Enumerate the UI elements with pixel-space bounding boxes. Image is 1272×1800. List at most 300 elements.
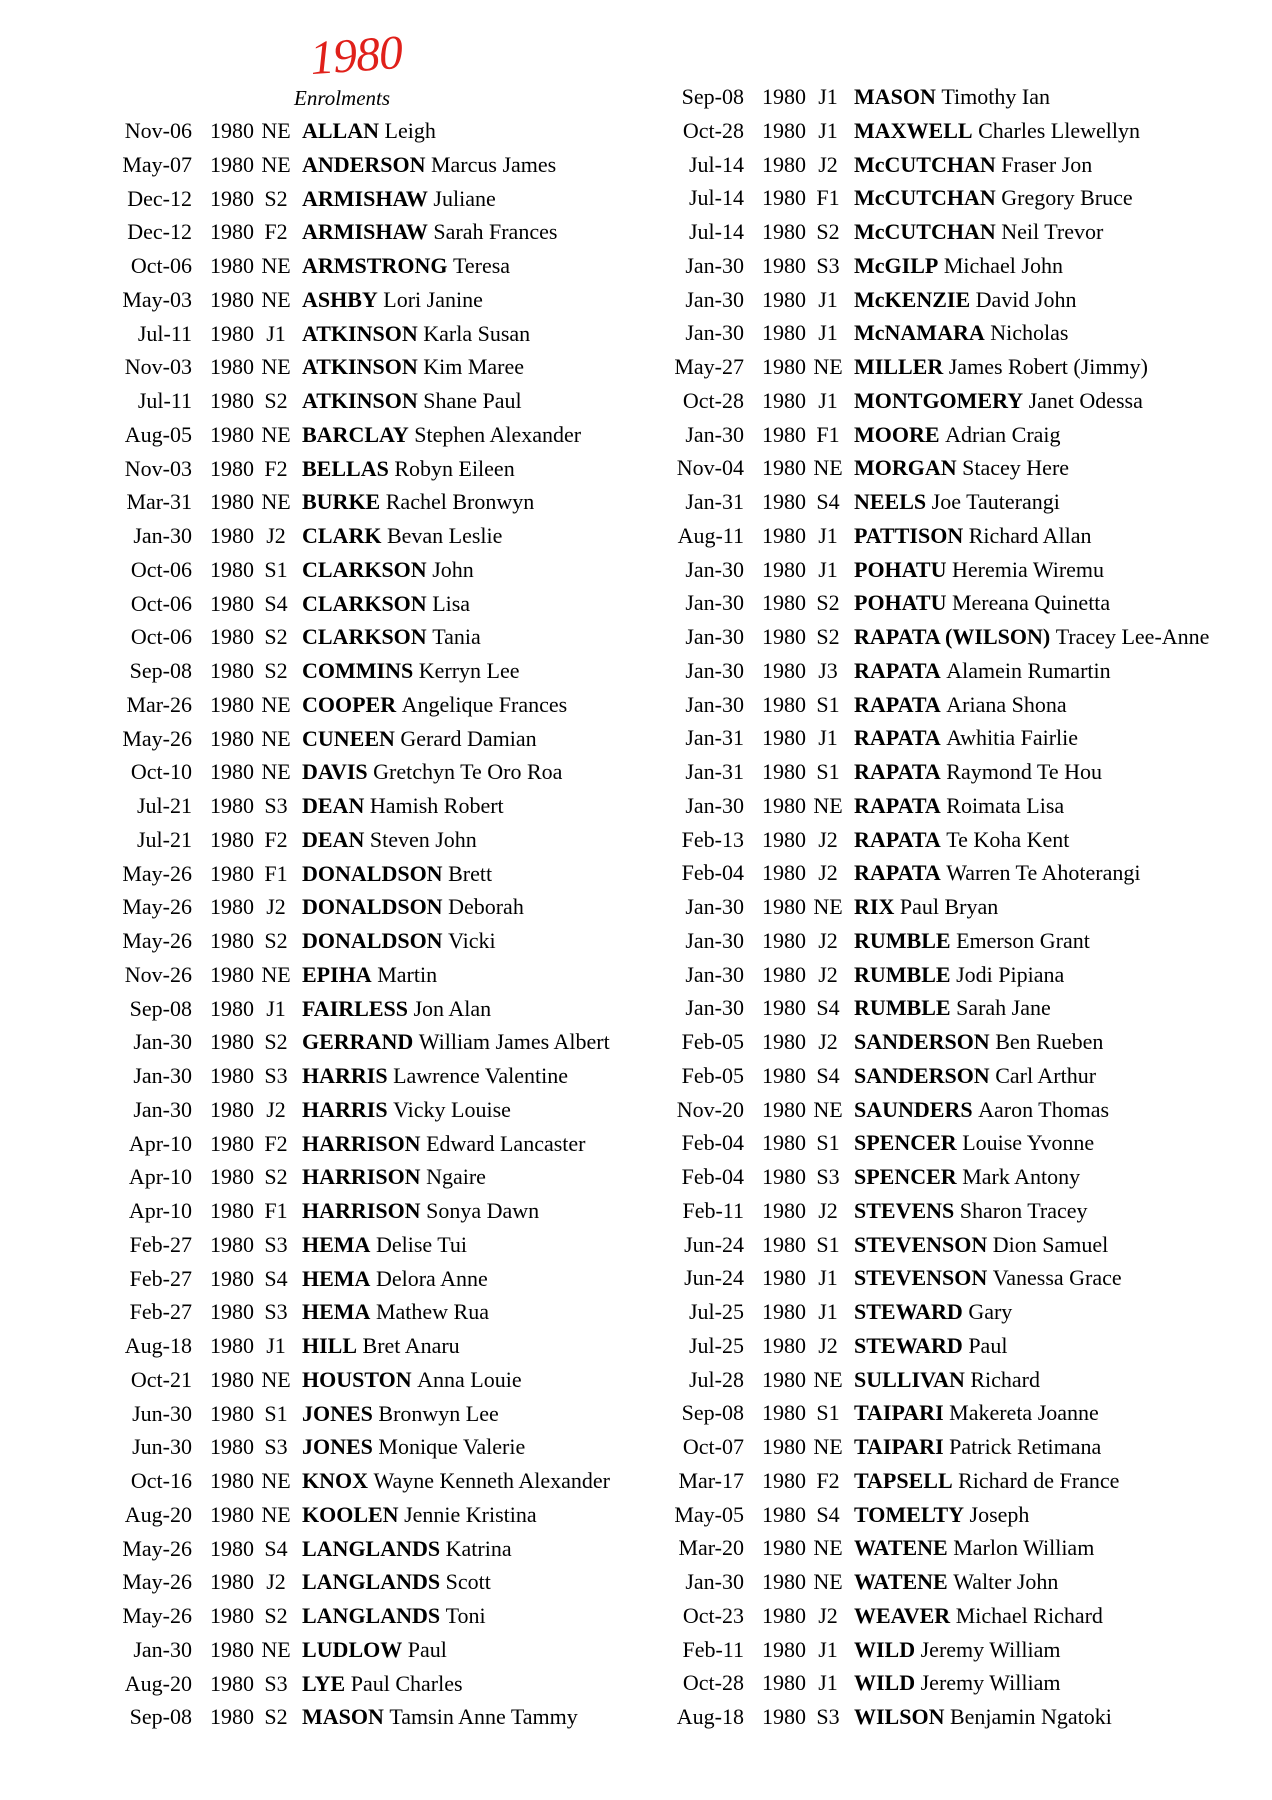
enrolment-class: NE <box>261 421 291 447</box>
enrolment-date: Jul-11 <box>137 320 192 346</box>
enrolment-row <box>110 253 610 287</box>
enrolment-row <box>110 1569 610 1603</box>
student-surname: DEAN <box>302 826 365 852</box>
student-surname: HEMA <box>302 1299 371 1325</box>
enrolment-year: 1980 <box>762 387 806 413</box>
enrolment-year: 1980 <box>210 928 254 953</box>
student-given-names: Makereta Joanne <box>949 1400 1099 1426</box>
enrolment-year: 1980 <box>210 1198 254 1223</box>
student-surname: BELLAS <box>302 455 389 481</box>
student-given-names: Anna Louie <box>417 1366 522 1392</box>
student-given-names: Carl Arthur <box>995 1062 1097 1088</box>
student-surname: LYE <box>302 1670 346 1696</box>
student-surname: DONALDSON <box>302 928 443 953</box>
enrolment-year: 1980 <box>210 1029 254 1055</box>
enrolment-date: Sep-08 <box>681 1400 744 1426</box>
student-given-names: Edward Lancaster <box>426 1130 586 1156</box>
student-given-names: Fraser Jon <box>1001 151 1093 177</box>
student-surname: ATKINSON <box>302 388 418 413</box>
enrolment-class: S3 <box>264 1299 288 1325</box>
student-surname: EPIHA <box>302 961 372 987</box>
enrolment-year: 1980 <box>762 1164 806 1189</box>
enrolment-date: Mar-26 <box>126 691 192 717</box>
enrolment-row <box>110 1603 610 1637</box>
student-surname: WILSON <box>854 1704 945 1729</box>
enrolment-date: Jan-30 <box>685 995 744 1021</box>
student-given-names: Sarah Jane <box>956 995 1051 1021</box>
enrolment-class: J1 <box>818 117 838 143</box>
enrolment-year: 1980 <box>210 860 254 886</box>
enrolment-row <box>110 962 610 996</box>
enrolment-row <box>662 1333 1209 1367</box>
enrolment-year: 1980 <box>762 725 806 751</box>
student-given-names: Richard <box>970 1366 1041 1392</box>
enrolment-class: J1 <box>818 320 838 346</box>
student-given-names: Mereana Quinetta <box>951 590 1111 616</box>
student-given-names: Timothy Ian <box>941 84 1050 109</box>
student-given-names: Vicky Louise <box>393 1096 511 1122</box>
enrolment-class: NE <box>813 894 843 919</box>
enrolment-row <box>110 1536 610 1570</box>
student-given-names: Lisa <box>432 590 471 616</box>
student-given-names: Jon Alan <box>413 995 492 1021</box>
student-given-names: Karla Susan <box>423 320 531 346</box>
enrolment-year: 1980 <box>762 1231 806 1257</box>
student-surname: PATTISON <box>854 522 964 548</box>
enrolment-row <box>662 1029 1209 1063</box>
enrolment-year: 1980 <box>762 1501 806 1527</box>
student-surname: CLARK <box>302 523 382 548</box>
enrolment-class: F2 <box>264 826 288 852</box>
student-given-names: Alamein Rumartin <box>946 657 1111 683</box>
student-given-names: Toni <box>445 1603 486 1628</box>
enrolment-date: Jun-30 <box>132 1434 192 1460</box>
student-surname: McCUTCHAN <box>854 151 996 177</box>
enrolment-year: 1980 <box>210 489 254 515</box>
student-given-names: Patrick Retimana <box>949 1434 1102 1459</box>
enrolment-date: Jan-30 <box>685 252 744 278</box>
enrolment-class: S2 <box>816 624 840 649</box>
enrolment-class: NE <box>261 759 291 785</box>
enrolment-date: Nov-03 <box>124 455 192 481</box>
enrolment-row <box>110 1434 610 1468</box>
student-given-names: Delise Tui <box>375 1231 468 1257</box>
enrolment-row <box>662 793 1209 827</box>
student-given-names: Kerryn Lee <box>418 658 520 683</box>
enrolment-row <box>662 1299 1209 1333</box>
enrolment-date: Jul-14 <box>689 219 744 244</box>
enrolment-date: Feb-05 <box>681 1029 744 1054</box>
student-surname: POHATU <box>854 590 947 616</box>
enrolment-row <box>110 321 610 355</box>
student-given-names: Emerson Grant <box>956 927 1090 953</box>
enrolment-date: May-26 <box>122 928 192 953</box>
student-surname: LANGLANDS <box>302 1603 441 1628</box>
student-surname: RUMBLE <box>854 995 951 1021</box>
student-surname: LANGLANDS <box>302 1535 441 1561</box>
enrolment-year: 1980 <box>210 624 254 650</box>
enrolment-year: 1980 <box>762 860 806 886</box>
enrolment-year: 1980 <box>762 995 806 1021</box>
enrolment-date: Feb-04 <box>681 1130 744 1156</box>
enrolment-row <box>662 658 1209 692</box>
enrolment-date: Feb-27 <box>129 1231 192 1257</box>
enrolment-row <box>662 422 1209 456</box>
enrolment-date: Aug-20 <box>124 1501 192 1527</box>
enrolment-row <box>662 523 1209 557</box>
student-given-names: Joe Tauterangi <box>931 489 1060 514</box>
enrolment-class: J1 <box>266 995 286 1021</box>
student-surname: MAXWELL <box>854 117 973 143</box>
student-surname: ARMSTRONG <box>302 253 448 278</box>
student-surname: BARCLAY <box>302 421 409 447</box>
enrolment-class: J1 <box>818 725 838 751</box>
enrolment-date: Jan-30 <box>133 523 192 548</box>
enrolment-year: 1980 <box>210 1130 254 1156</box>
student-given-names: Rachel Bronwyn <box>385 489 535 515</box>
student-surname: RUMBLE <box>854 961 951 987</box>
enrolment-row <box>662 1063 1209 1097</box>
enrolment-year: 1980 <box>762 624 806 649</box>
enrolment-row <box>110 1164 610 1198</box>
student-surname: RAPATA <box>854 826 941 852</box>
student-surname: HARRISON <box>302 1130 421 1156</box>
student-given-names: Leigh <box>384 118 436 143</box>
student-given-names: Bronwyn Lee <box>378 1400 499 1426</box>
student-surname: STEVENS <box>854 1197 955 1223</box>
enrolment-row <box>110 186 610 220</box>
enrolment-year: 1980 <box>762 455 806 481</box>
enrolment-class: S2 <box>264 624 288 650</box>
enrolment-class: S2 <box>264 1164 288 1190</box>
enrolment-class: S4 <box>816 1501 840 1527</box>
student-surname: SANDERSON <box>854 1062 990 1088</box>
enrolment-row <box>662 1569 1209 1603</box>
student-given-names: Brett <box>448 860 493 886</box>
enrolment-date: Sep-08 <box>129 658 192 683</box>
student-given-names: Roimata Lisa <box>946 792 1065 818</box>
student-surname: McNAMARA <box>854 320 985 346</box>
enrolment-class: S4 <box>264 1535 288 1561</box>
enrolment-row <box>662 827 1209 861</box>
enrolment-class: NE <box>261 151 291 177</box>
enrolment-class: J1 <box>818 1299 838 1324</box>
enrolment-class: NE <box>261 961 291 987</box>
student-given-names: Gerard Damian <box>400 725 537 751</box>
enrolment-year: 1980 <box>762 961 806 987</box>
student-surname: STEVENSON <box>854 1265 988 1291</box>
enrolment-year: 1980 <box>762 151 806 177</box>
enrolment-year: 1980 <box>210 1096 254 1122</box>
enrolment-class: S1 <box>816 1231 840 1257</box>
student-surname: HEMA <box>302 1231 371 1257</box>
student-given-names: Kim Maree <box>423 354 525 380</box>
enrolment-class: J1 <box>818 286 838 312</box>
enrolment-date: Jun-30 <box>132 1400 192 1426</box>
enrolment-date: Jan-30 <box>685 961 744 987</box>
student-surname: JONES <box>302 1434 373 1460</box>
enrolment-year: 1980 <box>210 253 254 278</box>
student-surname: McCUTCHAN <box>854 185 996 211</box>
student-given-names: Joseph <box>969 1501 1030 1527</box>
enrolment-row <box>662 320 1209 354</box>
enrolment-class: S1 <box>816 691 840 717</box>
enrolment-row <box>110 726 610 760</box>
enrolment-date: May-26 <box>122 860 192 886</box>
student-given-names: Juliane <box>433 185 496 211</box>
enrolment-list-left <box>110 118 610 1738</box>
enrolment-class: F2 <box>264 455 288 481</box>
enrolment-year: 1980 <box>210 455 254 481</box>
enrolment-year: 1980 <box>762 286 806 312</box>
enrolment-date: Jul-21 <box>137 826 192 852</box>
student-given-names: Neil Trevor <box>1001 219 1104 244</box>
student-surname: ARMISHAW <box>302 185 428 211</box>
enrolment-date: Jan-30 <box>685 556 744 582</box>
student-given-names: Marcus James <box>430 151 557 177</box>
enrolment-year: 1980 <box>210 1468 254 1493</box>
student-surname: STEVENSON <box>854 1231 988 1257</box>
student-given-names: Mathew Rua <box>375 1299 489 1325</box>
enrolment-year: 1980 <box>762 657 806 683</box>
enrolment-date: Oct-23 <box>682 1602 744 1628</box>
enrolment-row <box>110 1232 610 1266</box>
enrolment-class: NE <box>261 1468 291 1493</box>
enrolment-year: 1980 <box>210 658 254 683</box>
enrolment-row <box>110 996 610 1030</box>
enrolment-row <box>662 1130 1209 1164</box>
enrolment-class: F2 <box>264 219 288 245</box>
enrolment-date: Jan-30 <box>685 320 744 346</box>
enrolment-year: 1980 <box>762 556 806 582</box>
enrolment-year: 1980 <box>210 1265 254 1291</box>
enrolment-year: 1980 <box>762 489 806 514</box>
enrolment-date: Oct-28 <box>682 117 744 143</box>
enrolment-row <box>110 1637 610 1671</box>
student-surname: RAPATA <box>854 860 941 886</box>
enrolment-date: Mar-17 <box>678 1467 744 1493</box>
enrolment-year: 1980 <box>210 388 254 413</box>
student-surname: TAIPARI <box>854 1434 944 1459</box>
enrolment-date: Feb-04 <box>681 1164 744 1189</box>
enrolment-date: May-26 <box>122 725 192 751</box>
enrolment-year: 1980 <box>210 894 254 920</box>
enrolment-class: S2 <box>264 928 288 953</box>
enrolment-row <box>662 1468 1209 1502</box>
enrolment-year: 1980 <box>210 826 254 852</box>
student-surname: MASON <box>854 84 936 109</box>
enrolment-date: Jan-31 <box>685 759 744 784</box>
enrolment-row <box>110 152 610 186</box>
enrolment-class: S3 <box>264 1670 288 1696</box>
student-given-names: Vanessa Grace <box>992 1265 1122 1291</box>
enrolment-row <box>110 388 610 422</box>
enrolment-row <box>110 624 610 658</box>
enrolment-row <box>110 1502 610 1536</box>
enrolment-row <box>110 1266 610 1300</box>
student-surname: MILLER <box>854 354 944 379</box>
student-surname: RIX <box>854 894 895 919</box>
enrolment-row <box>662 1535 1209 1569</box>
student-surname: DAVIS <box>302 759 368 785</box>
enrolment-year: 1980 <box>762 1197 806 1223</box>
enrolment-row <box>110 1468 610 1502</box>
student-given-names: John <box>432 556 474 582</box>
enrolment-year: 1980 <box>762 826 806 852</box>
enrolment-class: NE <box>813 1366 843 1392</box>
enrolment-class: J1 <box>818 556 838 582</box>
student-given-names: Charles Llewellyn <box>978 117 1140 143</box>
enrolment-date: Oct-07 <box>682 1434 744 1459</box>
enrolment-row <box>662 455 1209 489</box>
enrolment-class: S2 <box>264 1029 288 1055</box>
student-given-names: Jennie Kristina <box>404 1501 537 1527</box>
enrolment-class: S2 <box>816 590 840 616</box>
enrolment-class: S2 <box>264 1603 288 1628</box>
enrolment-class: NE <box>261 286 291 312</box>
enrolment-row <box>662 1637 1209 1671</box>
enrolment-class: J2 <box>818 1029 838 1054</box>
enrolment-date: Jan-30 <box>685 657 744 683</box>
student-given-names: Louise Yvonne <box>962 1130 1095 1156</box>
enrolment-date: Aug-18 <box>124 1333 192 1358</box>
enrolment-date: Mar-31 <box>126 489 192 515</box>
enrolment-year: 1980 <box>762 1569 806 1594</box>
student-given-names: Gretchyn Te Oro Roa <box>373 759 563 785</box>
enrolment-year: 1980 <box>210 354 254 380</box>
enrolment-row <box>662 1704 1209 1738</box>
enrolment-date: Jan-30 <box>685 691 744 717</box>
enrolment-class: J2 <box>818 151 838 177</box>
enrolment-year: 1980 <box>762 1670 806 1696</box>
enrolment-row <box>110 1299 610 1333</box>
enrolment-row <box>662 725 1209 759</box>
enrolment-class: NE <box>261 489 291 515</box>
enrolment-class: S4 <box>816 489 840 514</box>
student-surname: HARRISON <box>302 1164 421 1190</box>
student-given-names: James Robert (Jimmy) <box>948 354 1148 379</box>
enrolment-year: 1980 <box>210 1063 254 1088</box>
student-surname: WILD <box>854 1670 916 1696</box>
enrolment-class: NE <box>813 1569 843 1594</box>
enrolment-year: 1980 <box>762 1366 806 1392</box>
enrolment-row <box>110 219 610 253</box>
student-surname: NEELS <box>854 489 927 514</box>
student-given-names: Katrina <box>445 1535 512 1561</box>
enrolment-date: Jan-30 <box>685 894 744 919</box>
enrolment-row <box>110 354 610 388</box>
enrolment-date: Oct-10 <box>130 759 192 785</box>
student-surname: KNOX <box>302 1468 368 1493</box>
enrolment-date: Jul-28 <box>689 1366 744 1392</box>
student-given-names: Janet Odessa <box>1028 387 1143 413</box>
enrolment-date: Jul-14 <box>689 185 744 211</box>
student-surname: MONTGOMERY <box>854 387 1024 413</box>
enrolment-class: NE <box>813 455 843 481</box>
student-given-names: Ngaire <box>426 1164 486 1190</box>
enrolment-date: Oct-06 <box>130 556 192 582</box>
student-given-names: Scott <box>445 1569 491 1595</box>
enrolment-row <box>110 894 610 928</box>
student-surname: HEMA <box>302 1265 371 1291</box>
enrolment-row <box>662 388 1209 422</box>
enrolment-year: 1980 <box>762 1332 806 1358</box>
enrolment-year: 1980 <box>762 117 806 143</box>
student-given-names: Steven John <box>369 826 477 852</box>
enrolment-year: 1980 <box>762 219 806 244</box>
enrolment-row <box>110 928 610 962</box>
enrolment-year: 1980 <box>210 1670 254 1696</box>
student-given-names: Robyn Eileen <box>394 455 515 481</box>
enrolment-row <box>662 287 1209 321</box>
enrolment-class: J2 <box>266 894 286 920</box>
enrolment-year: 1980 <box>210 759 254 785</box>
student-given-names: Jodi Pipiana <box>956 961 1065 987</box>
enrolment-date: Jan-30 <box>685 927 744 953</box>
enrolment-year: 1980 <box>762 1400 806 1426</box>
enrolment-row <box>110 456 610 490</box>
student-surname: RAPATA <box>854 792 941 818</box>
enrolment-year: 1980 <box>210 1535 254 1561</box>
enrolment-row <box>662 1400 1209 1434</box>
student-surname: ASHBY <box>302 286 378 312</box>
enrolment-row <box>110 1198 610 1232</box>
enrolment-year: 1980 <box>762 354 806 379</box>
enrolment-class: F2 <box>816 1467 840 1493</box>
enrolment-class: NE <box>261 1366 291 1392</box>
student-given-names: Paul <box>968 1332 1008 1358</box>
student-given-names: Marlon William <box>953 1535 1095 1561</box>
enrolment-class: S1 <box>264 1400 288 1426</box>
enrolment-row <box>110 1029 610 1063</box>
student-given-names: Lawrence Valentine <box>393 1063 568 1088</box>
page-subtitle: Enrolments <box>294 86 391 110</box>
student-given-names: Stephen Alexander <box>414 421 582 447</box>
enrolment-row <box>662 253 1209 287</box>
student-given-names: Bevan Leslie <box>386 523 503 548</box>
student-surname: WATENE <box>854 1535 948 1561</box>
enrolment-year: 1980 <box>210 961 254 987</box>
student-surname: SAUNDERS <box>854 1096 973 1122</box>
student-given-names: Monique Valerie <box>378 1434 526 1460</box>
student-surname: COOPER <box>302 691 397 717</box>
enrolment-row <box>110 759 610 793</box>
enrolment-row <box>110 827 610 861</box>
enrolment-row <box>662 1367 1209 1401</box>
enrolment-row <box>110 422 610 456</box>
enrolment-class: J1 <box>266 1333 286 1358</box>
enrolment-row <box>110 489 610 523</box>
enrolment-class: S2 <box>264 185 288 211</box>
enrolment-date: Aug-05 <box>124 421 192 447</box>
enrolment-class: S3 <box>264 1434 288 1460</box>
enrolment-date: Oct-06 <box>130 590 192 616</box>
student-given-names: Sarah Frances <box>433 219 558 245</box>
enrolment-class: NE <box>813 792 843 818</box>
enrolment-row <box>662 624 1209 658</box>
enrolment-date: Jul-21 <box>137 793 192 818</box>
enrolment-year: 1980 <box>210 1603 254 1628</box>
enrolment-class: J2 <box>818 961 838 987</box>
enrolment-year: 1980 <box>210 1704 254 1730</box>
enrolment-date: Oct-06 <box>130 624 192 650</box>
enrolment-date: Dec-12 <box>127 185 192 211</box>
student-surname: TAIPARI <box>854 1400 944 1426</box>
enrolment-date: Jan-30 <box>133 1029 192 1055</box>
enrolment-year: 1980 <box>210 185 254 211</box>
enrolment-class: NE <box>813 354 843 379</box>
enrolment-row <box>110 523 610 557</box>
